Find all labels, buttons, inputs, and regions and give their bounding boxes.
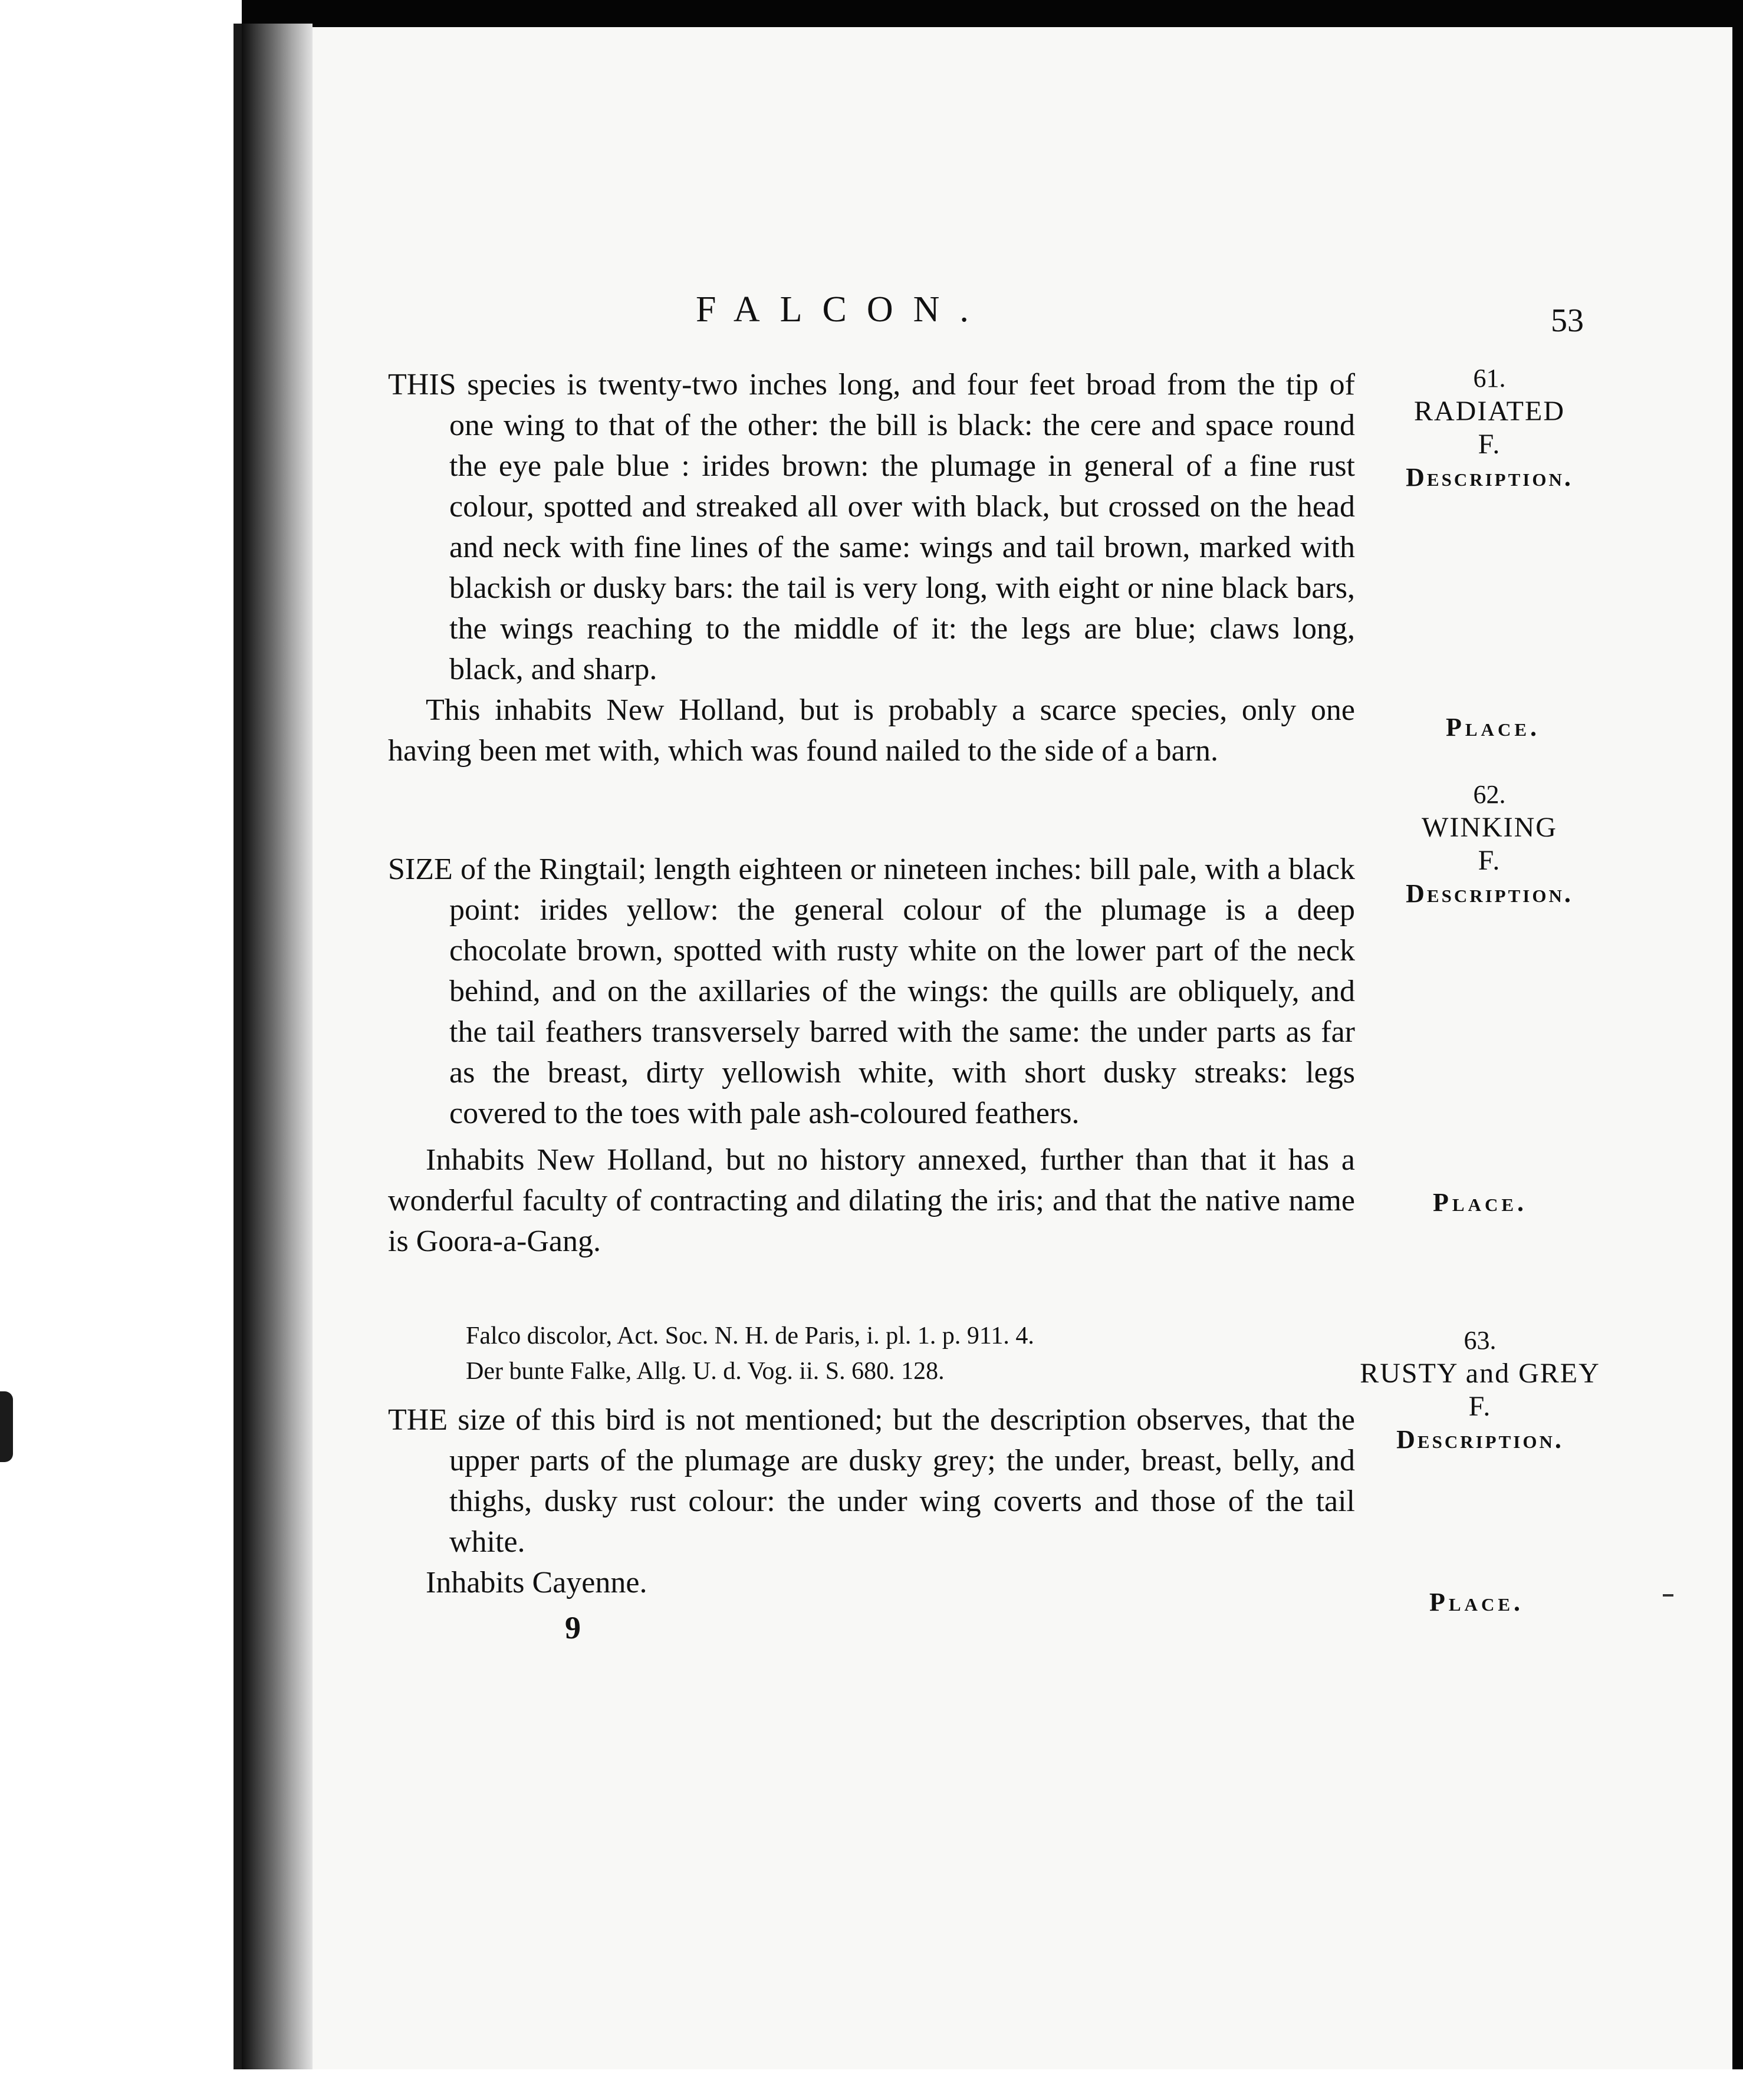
entry-62-description: SIZE of the Ringtail; length eighteen or nineteen inches: bill pale, with a black point: irides yellow: the general colour of the plumage is a deep chocolate brown, spotted with rusty white on the lower part of the neck behind, and on the axillaries of the wings: the quills are obliquely, and the tail feathers transversely barred with the same: the under parts as far as the breast, dirty yellowish white, with short dusky streaks: legs covered to the toes with pale ash-coloured feathers. [388, 852, 1355, 1130]
entry-63-place-label: Place. [1429, 1588, 1524, 1617]
entry-61-description: THIS species is twenty-two inches long, and four feet broad from the tip of one wing to that of the other: the bill is black: the cere and space round the eye pale blue : irides brown: the plumage in general of a fine rust colour, spotted and streaked all over with black, but crossed on the head and neck with fine lines of the same: wings and tail brown, marked with blackish or dusky bars: the tail is very long, with eight or nine black bars, the wings reaching to the middle of it: the legs are blue; claws long, black, and sharp. [388, 368, 1355, 686]
book-gutter-shadow [242, 24, 313, 2069]
genus-abbrev: F. [1478, 429, 1501, 460]
entry-62-place-label: Place. [1433, 1188, 1528, 1217]
entry-61-text [388, 364, 1355, 771]
species-name: WINKING [1422, 812, 1557, 843]
entry-61-place-text: This inhabits New Holland, but is probably a scarce species, only one having been met with, which was found nailed to the side of a barn. [388, 693, 1355, 768]
entry-63-place-text: Inhabits Cayenne. [426, 1566, 647, 1599]
scan-border-right [1732, 0, 1743, 2100]
entry-63-margin [1356, 1324, 1604, 1456]
entry-number: 62. [1473, 780, 1506, 809]
entry-62-place-text: Inhabits New Holland, but no history annexed, further than that it has a wonderful faculty of contracting and dilating the iris; and that the native name is Goora-a-Gang. [388, 1143, 1355, 1258]
scan-border-bottom [242, 2069, 1743, 2100]
page-number: 53 [1551, 302, 1584, 339]
genus-abbrev: F. [1468, 1391, 1492, 1422]
synonym-line: Der bunte Falke, Allg. U. d. Vog. ii. S. 680. 128. [466, 1358, 945, 1385]
species-name: RADIATED [1414, 396, 1565, 427]
description-label: Description. [1406, 879, 1573, 908]
running-title: FALCON. [696, 289, 989, 330]
scan-border-top [242, 0, 1743, 27]
facing-page-blank [0, 0, 242, 2100]
entry-63-description: THE size of this bird is not mentioned; but the description observes, that the upper parts of the plumage are dusky grey; the under, breast, belly, and thighs, dusky rust colour: the under wing coverts and those of the tail white. [388, 1403, 1355, 1559]
entry-62-margin [1366, 778, 1613, 910]
entry-63-synonyms [466, 1318, 1291, 1389]
entry-61-place-label: Place. [1446, 713, 1541, 742]
facing-page-ornament [0, 1391, 13, 1462]
entry-number: 63. [1464, 1326, 1497, 1355]
species-name: RUSTY and GREY [1360, 1358, 1600, 1389]
signature-mark: 9 [565, 1610, 581, 1645]
description-label: Description. [1406, 463, 1573, 492]
description-label: Description. [1396, 1425, 1564, 1454]
entry-number: 61. [1473, 364, 1506, 393]
entry-63-text [388, 1400, 1355, 1603]
book-spine-edge [234, 24, 242, 2069]
entry-61-margin [1366, 362, 1613, 494]
synonym-line: Falco discolor, Act. Soc. N. H. de Paris, i. pl. 1. p. 911. 4. [466, 1322, 1034, 1349]
entry-62-text [388, 849, 1355, 1262]
genus-abbrev: F. [1478, 845, 1501, 876]
stray-mark [1663, 1594, 1673, 1597]
